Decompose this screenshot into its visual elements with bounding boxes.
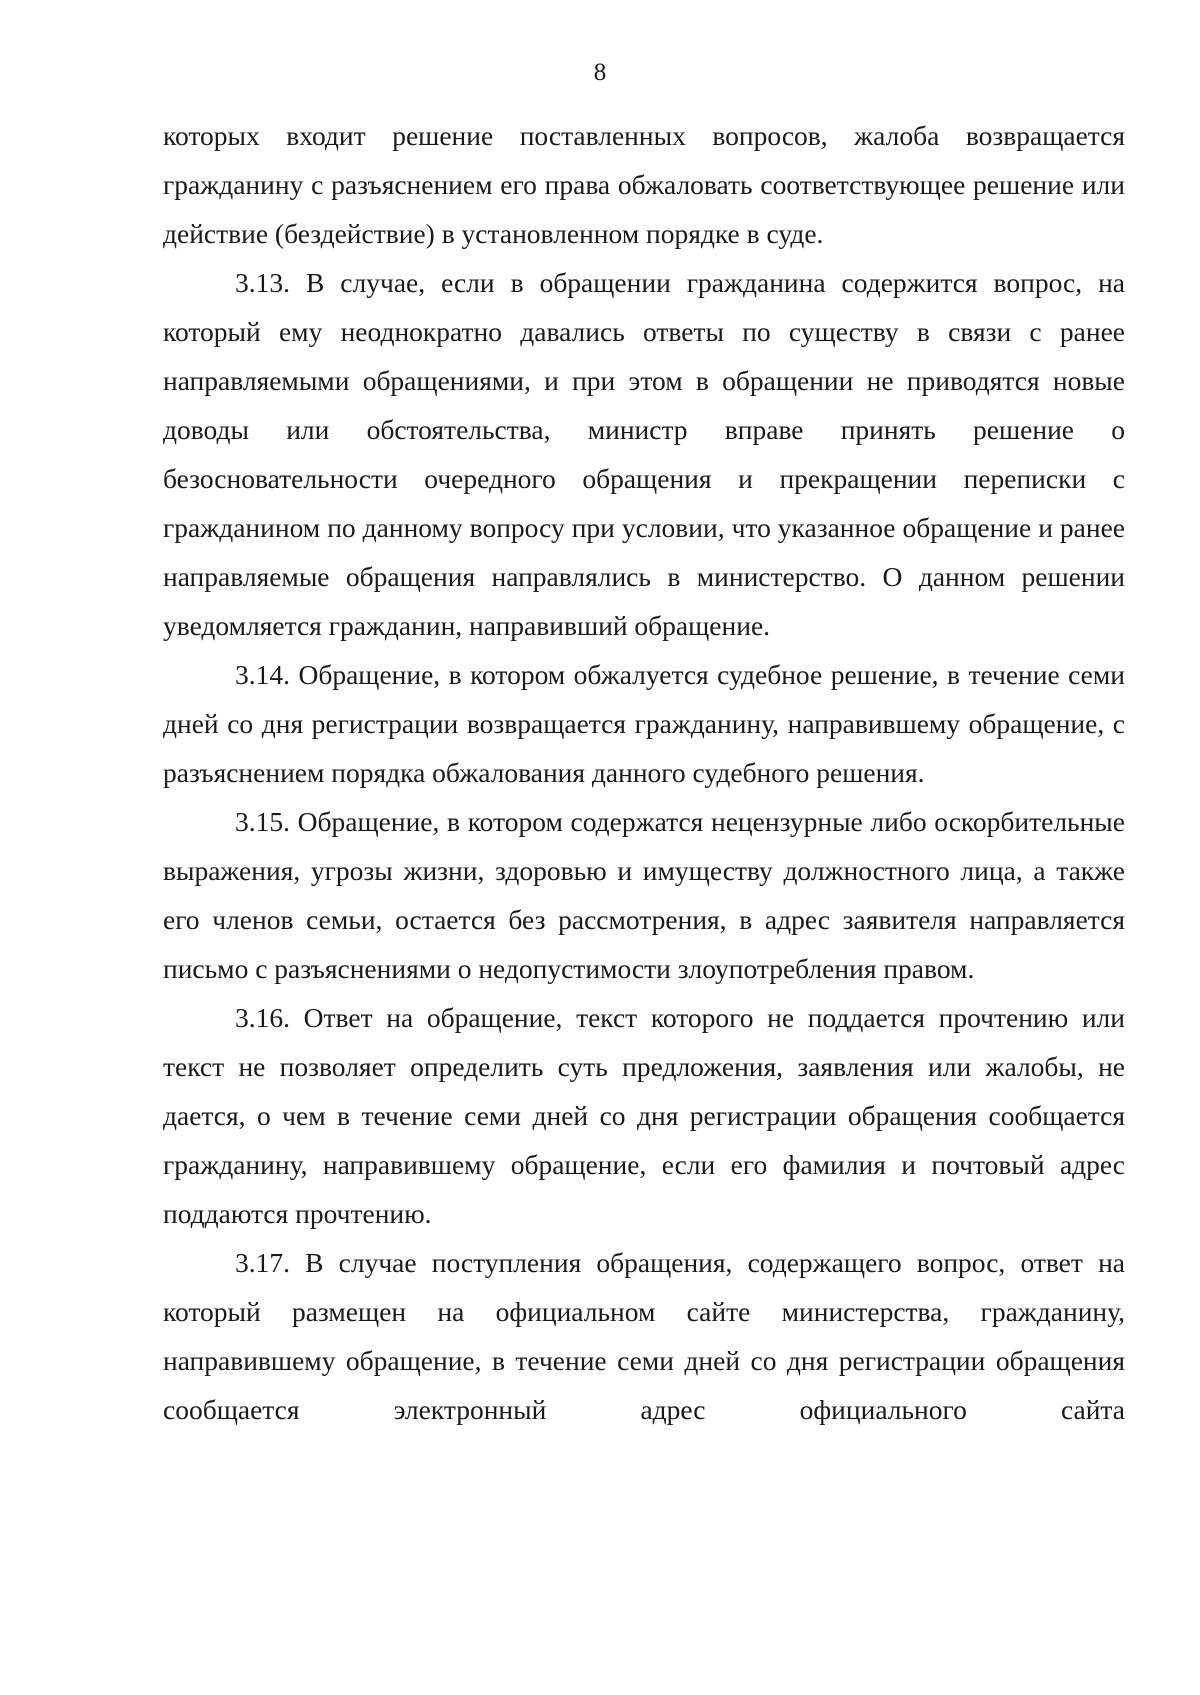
paragraph-3-16: 3.16. Ответ на обращение, текст которого не поддается прочтению или текст не позволяет определить суть предложения, заявления или жалобы, не дается, о чем в течение семи дней со дня регистрации обращения сообщается гражданину, направившему обращение, если его фамилия и почтовый адрес поддаются прочтению. xyxy=(163,1002,1125,1229)
page-number: 8 xyxy=(593,59,607,86)
paragraph-3-17: 3.17. В случае поступления обращения, содержащего вопрос, ответ на который размещен на официальном сайте министерства, гражданину, направившему обращение, в течение семи дней со дня регистрации обращения сообщается электронный адрес официального сайта xyxy=(163,1247,1125,1425)
paragraph-3-13: 3.13. В случае, если в обращении гражданина содержится вопрос, на который ему неоднократно давались ответы по существу в связи с ранее направляемыми обращениями, и при этом в обращении не приводятся новые доводы или обстоятельства, министр вправе принять решение о безосновательности очередного обращения и прекращении переписки с гражданином по данному вопросу при условии, что указанное обращение и ранее направляемые обращения направлялись в министерство. О данном решении уведомляется гражданин, направивший обращение. xyxy=(163,267,1125,641)
paragraph-continuation: которых входит решение поставленных вопросов, жалоба возвращается гражданину с разъяснением его права обжаловать соответствующее решение или действие (бездействие) в установленном порядке в суде. xyxy=(163,120,1125,249)
document-body xyxy=(163,111,1125,1434)
paragraph-3-14: 3.14. Обращение, в котором обжалуется судебное решение, в течение семи дней со дня регистрации возвращается гражданину, направившему обращение, с разъяснением порядка обжалования данного судебного решения. xyxy=(163,659,1125,788)
paragraph-3-15: 3.15. Обращение, в котором содержатся нецензурные либо оскорбительные выражения, угрозы жизни, здоровью и имуществу должностного лица, а также его членов семьи, остается без рассмотрения, в адрес заявителя направляется письмо с разъяснениями о недопустимости злоупотребления правом. xyxy=(163,806,1125,984)
